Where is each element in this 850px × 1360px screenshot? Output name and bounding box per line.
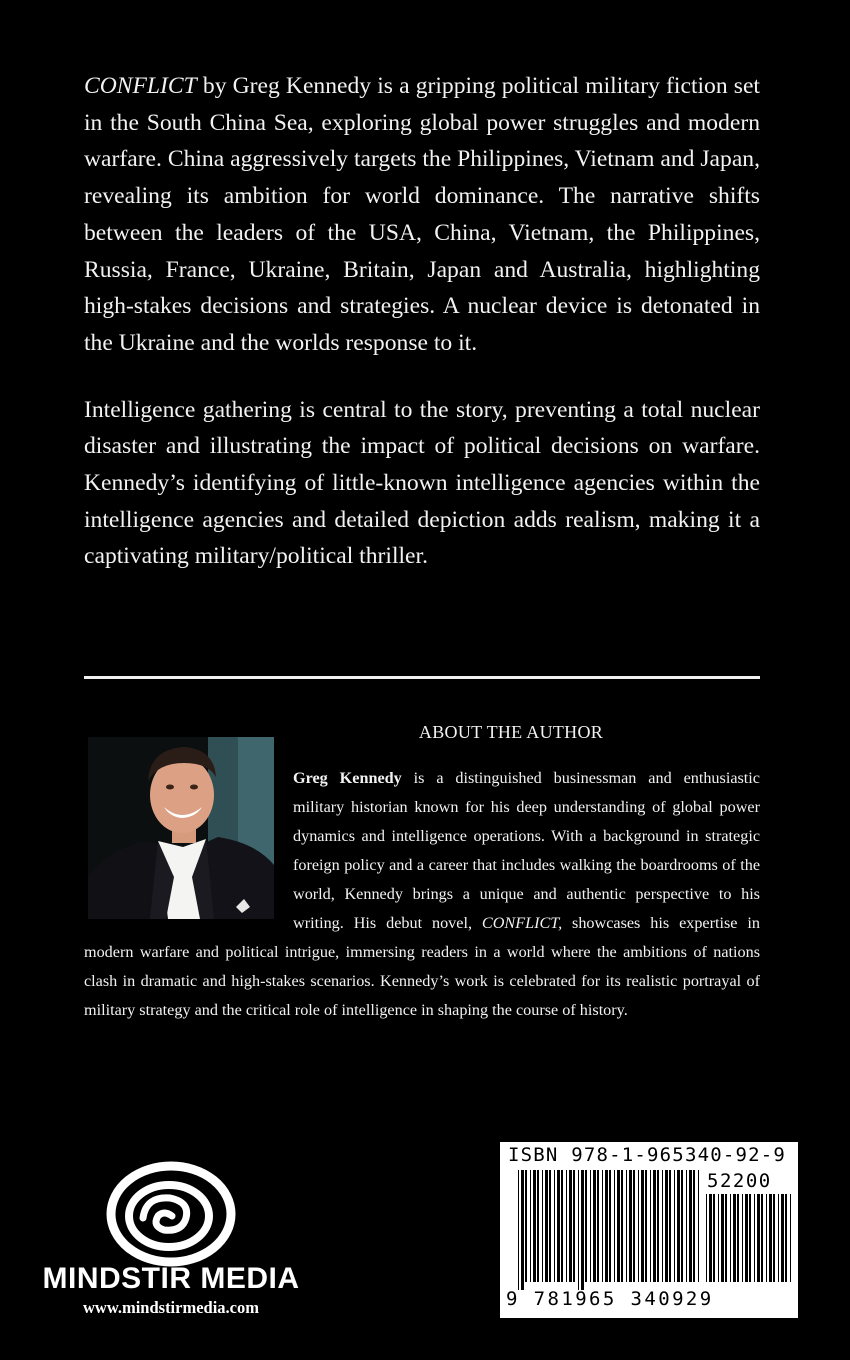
barcode-bar (621, 1170, 623, 1282)
barcode-bar (766, 1194, 767, 1282)
barcode-bar (609, 1170, 611, 1282)
barcode-bar (561, 1170, 563, 1282)
barcode-bar (525, 1170, 527, 1282)
description-paragraph-1-text: by Greg Kennedy is a gripping political military fiction set in the South China Sea, exploring global power struggles and modern warfare. China aggressively targets the Philippines, Vietnam and Japan, revealing its ambition for world dominance. The narrative shifts between the leaders of the USA, China, Vietnam, the Philippines, Russia, France, Ukraine, Britain, Japan and Australia, highlighting high-stakes decisions and strategies. A nuclear device is detonated in the Ukraine and the worlds response to it. (84, 73, 760, 356)
barcode-bar (769, 1194, 772, 1282)
barcode-bar (761, 1194, 763, 1282)
barcode-bar (569, 1170, 572, 1282)
isbn-barcode (500, 1142, 798, 1318)
barcode-bar (617, 1170, 620, 1282)
barcode-bar (581, 1170, 584, 1290)
barcode-bar (698, 1170, 699, 1282)
ean-digits: 9 781965 340929 (506, 1288, 714, 1310)
barcode-bar (650, 1170, 651, 1282)
barcode-bar (645, 1170, 647, 1282)
barcode-bar (518, 1170, 519, 1290)
photo-spacer (84, 764, 293, 934)
barcode-bar (573, 1170, 575, 1282)
barcode-bar (749, 1194, 751, 1282)
barcode-bar (721, 1194, 724, 1282)
barcode-bar (718, 1194, 719, 1282)
bio-book-title: CONFLICT, (481, 914, 563, 932)
author-bio (84, 764, 760, 1025)
ean-barcode-bars (518, 1170, 702, 1290)
barcode-bar (745, 1194, 748, 1282)
barcode-bar (737, 1194, 739, 1282)
barcode-bar (545, 1170, 548, 1282)
barcode-bar (653, 1170, 656, 1282)
barcode-bar (742, 1194, 743, 1282)
barcode-bar (641, 1170, 644, 1282)
barcode-bar (597, 1170, 599, 1282)
barcode-bar (593, 1170, 596, 1282)
barcode-bar (554, 1170, 555, 1282)
barcode-bar (773, 1194, 775, 1282)
barcode-bar (681, 1170, 683, 1282)
isbn-label: ISBN 978-1-965340-92-9 (508, 1144, 787, 1166)
addon-barcode-bars (706, 1194, 794, 1290)
description-paragraph-1 (84, 68, 760, 362)
barcode-bar (657, 1170, 659, 1282)
barcode-bar (706, 1194, 707, 1282)
barcode-bar (709, 1194, 712, 1282)
barcode-bar (662, 1170, 663, 1282)
barcode-bar (633, 1170, 635, 1282)
barcode-bar (733, 1194, 736, 1282)
barcode-bar (533, 1170, 536, 1282)
barcode-bar (686, 1170, 687, 1282)
description-paragraph-2: Intelligence gathering is central to the story, preventing a total nuclear disaster and illustrating the impact of political decisions on warfare. Kennedy’s identifying of little-known intelligence agencies within the intelligence agencies and detailed depiction adds realism, making it a captivating military/political thriller. (84, 396, 760, 570)
barcode-bar (614, 1170, 615, 1282)
barcode-bar (778, 1194, 779, 1282)
publisher-logo (38, 1160, 306, 1320)
barcode-bar (693, 1170, 695, 1282)
bio-text-1: is a distinguished businessman and enthusiastic military historian known for his deep understanding of global power dynamics and intelligence operations. With a background in strategic foreign policy and a career that includes walking the boardrooms of the world, Kennedy brings a unique and authentic perspective to his writing. His debut novel, (293, 769, 760, 932)
barcode-bar (790, 1194, 791, 1282)
barcode-bar (578, 1170, 579, 1290)
barcode-bar (638, 1170, 639, 1282)
barcode-bar (677, 1170, 680, 1282)
barcode-bar (785, 1194, 787, 1282)
barcode-bar (566, 1170, 567, 1282)
barcode-bar (730, 1194, 731, 1282)
barcode-bar (629, 1170, 632, 1282)
barcode-bar (689, 1170, 692, 1282)
section-divider (84, 676, 760, 679)
barcode-bar (713, 1194, 715, 1282)
barcode-bar (537, 1170, 539, 1282)
about-author-heading: ABOUT THE AUTHOR (418, 722, 604, 742)
barcode-bar (530, 1170, 531, 1282)
author-name: Greg Kennedy (293, 769, 402, 787)
barcode-bar (521, 1170, 524, 1290)
barcode-bar (585, 1170, 587, 1282)
barcode-bar (605, 1170, 608, 1282)
barcode-bar (781, 1194, 784, 1282)
barcode-bar (754, 1194, 755, 1282)
barcode-bar (665, 1170, 668, 1282)
book-title: CONFLICT (84, 73, 197, 99)
book-description (84, 68, 760, 575)
bio-text-2: showcases his expertise in modern warfare and political intrigue, immersing readers in a world where the ambitions of nations clash in dramatic and high-stakes scenarios. Kennedy’s work is celebrated for its realistic portrayal of military strategy and the critical role of intelligence in shaping the course of history. (84, 914, 760, 1019)
barcode-bar (557, 1170, 560, 1282)
barcode-bar (549, 1170, 551, 1282)
publisher-name: MINDSTIR MEDIA (42, 1262, 300, 1295)
barcode-bar (757, 1194, 760, 1282)
barcode-bar (590, 1170, 591, 1282)
barcode-bar (542, 1170, 543, 1282)
barcode-bar (674, 1170, 675, 1282)
barcode-bar (669, 1170, 671, 1282)
barcode-bar (725, 1194, 727, 1282)
barcode-bar (602, 1170, 603, 1282)
publisher-url: www.mindstirmedia.com (83, 1298, 259, 1317)
barcode-bar (626, 1170, 627, 1282)
price-code: 52200 (707, 1170, 772, 1192)
